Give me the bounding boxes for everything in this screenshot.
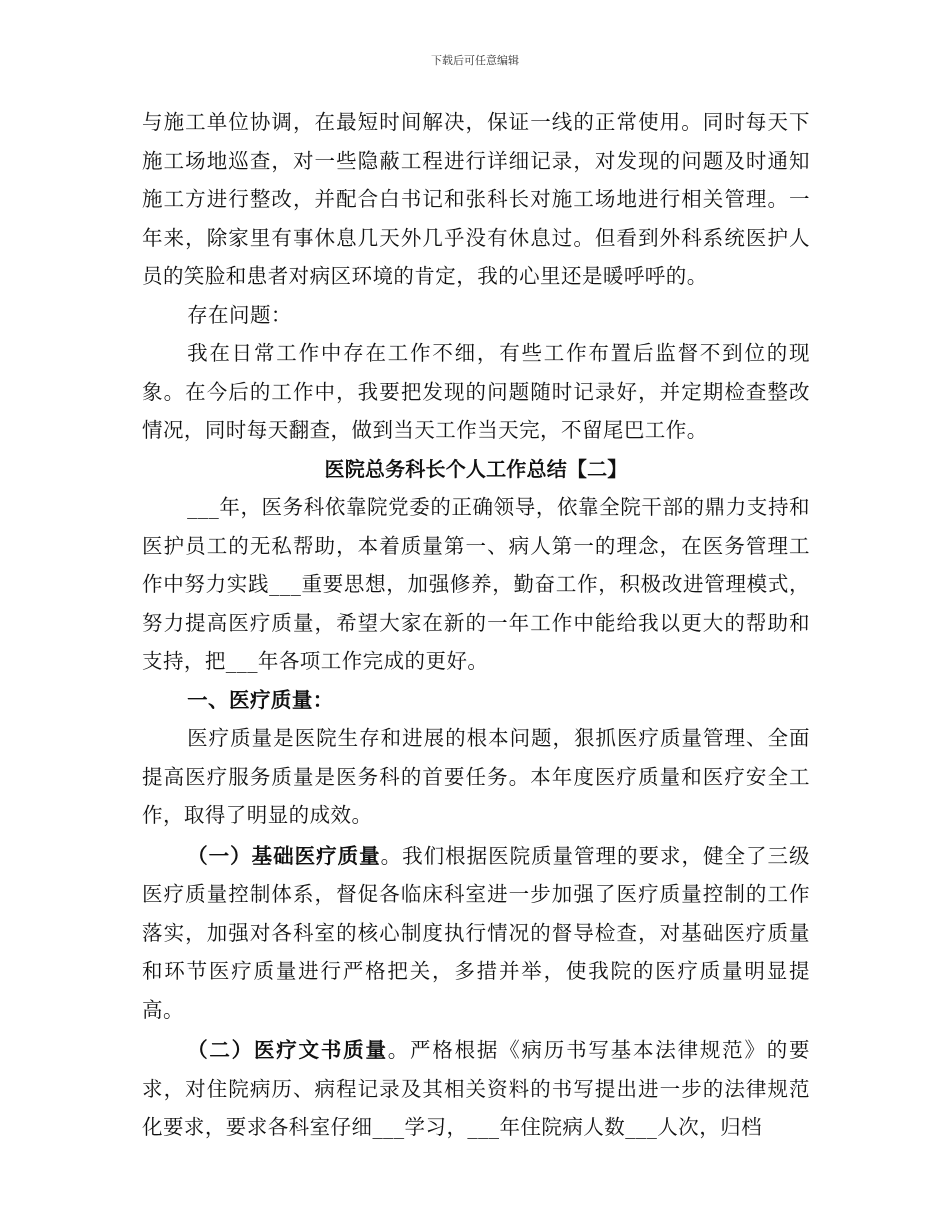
paragraph: 我在日常工作中存在工作不细，有些工作布置后监督不到位的现象。在今后的工作中，我要把发现的问题随时记录好，并定期检查整改情况，同时每天翻查，做到当天工作当天完，不留尾巴工作。 — [142, 341, 810, 442]
paragraph: 与施工单位协调，在最短时间解决，保证一线的正常使用。同时每天下施工场地巡查，对一些隐蔽工程进行详细记录，对发现的问题及时通知施工方进行整改，并配合白书记和张科长对施工场地进行相关管理。一年来，除家里有事休息几天外几乎没有休息过。但看到外科系统医护人员的笑脸和患者对病区环境的肯定，我的心里还是暖呼呼的。 — [142, 110, 810, 288]
paragraph-problems-heading: 存在问题： — [187, 302, 292, 327]
subheading-document-quality: （二）医疗文书质量 — [187, 1038, 388, 1062]
page-header: 下载后可任意编辑 — [431, 54, 519, 67]
heading-medical-quality: 一、医疗质量： — [187, 687, 334, 712]
paragraph-basic-quality — [142, 837, 810, 1030]
paragraph: 医疗质量是医院生存和进展的根本问题，狠抓医疗质量管理、全面提高医疗服务质量是医务科的首要任务。本年度医疗质量和医疗安全工作，取得了明显的成效。 — [142, 726, 810, 827]
section-title: 医院总务科长个人工作总结【二】 — [324, 456, 628, 481]
paragraph-text: 。严格根据《病历书写基本法律规范》的要求，对住院病历、病程记录及其相关资料的书写提出进一步的法律规范化要求，要求各科室仔细___学习，___年住院病人数___人次，归档 — [142, 1038, 810, 1139]
paragraph-document-quality — [142, 1031, 810, 1147]
paragraph: ___年，医务科依靠院党委的正确领导，依靠全院干部的鼎力支持和医护员工的无私帮助，本着质量第一、病人第一的理念，在医务管理工作中努力实践___重要思想，加强修养，勤奋工作，积极改进管理模式，努力提高医疗质量，希望大家在新的一年工作中能给我以更大的帮助和支持，把___年各项工作完成的更好。 — [142, 495, 810, 673]
paragraph-text: 。我们根据医院质量管理的要求，健全了三级医疗质量控制体系，督促各临床科室进一步加强了医疗质量控制的工作落实，加强对各科室的核心制度执行情况的督导检查，对基础医疗质量和环节医疗质量进行严格把关，多措并举，使我院的医疗质量明显提高。 — [142, 843, 810, 1022]
document-body — [142, 103, 810, 1147]
subheading-basic-quality: （一）基础医疗质量 — [187, 843, 381, 868]
